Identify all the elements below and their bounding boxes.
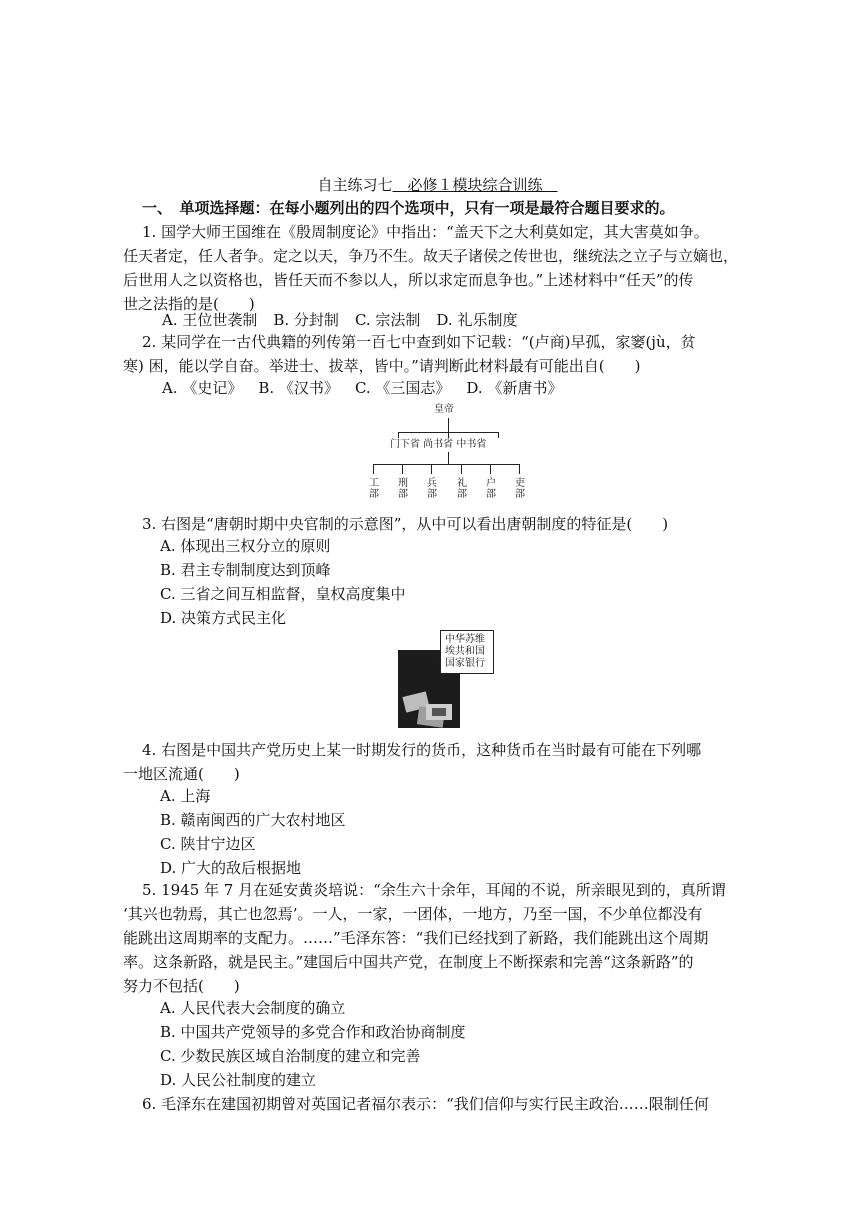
q2-option-d[interactable]: D. 《新唐书》 xyxy=(466,379,563,397)
q5-line-3: 能跳出这周期率的支配力。……”毛泽东答：“我们已经找到了新路，我们能跳出这个周期 xyxy=(123,929,709,947)
currency-callout-label: 中华苏维埃共和国国家银行 xyxy=(440,630,494,674)
q1-option-d[interactable]: D. 礼乐制度 xyxy=(436,311,518,329)
tang-government-chart xyxy=(360,398,540,508)
q5-option-c[interactable]: C. 少数民族区域自治制度的建立和完善 xyxy=(160,1047,421,1065)
chart-three-provinces: 门下省 尚书省 中书省 xyxy=(390,439,487,450)
chart-connector xyxy=(461,464,462,474)
chart-dept-gong: 工部 xyxy=(369,478,379,500)
banknote xyxy=(426,704,452,720)
q2-option-c[interactable]: C. 《三国志》 xyxy=(354,379,451,397)
chart-dept-xing: 刑部 xyxy=(398,478,408,500)
q4-option-c[interactable]: C. 陕甘宁边区 xyxy=(160,835,256,853)
q2-options xyxy=(162,376,578,400)
q5-option-a[interactable]: A. 人民代表大会制度的确立 xyxy=(160,999,346,1017)
chart-dept-li-personnel: 吏部 xyxy=(515,478,525,500)
q3-option-c[interactable]: C. 三省之间互相监督，皇权高度集中 xyxy=(160,585,406,603)
q5-option-d[interactable]: D. 人民公社制度的建立 xyxy=(160,1071,317,1089)
q1-line-4: 世之法指的是( ) xyxy=(123,295,255,313)
q2-line-2: 寒) 困，能以学自奋。举进士、拔萃，皆中。”请判断此材料最有可能出自( ) xyxy=(123,357,641,375)
q4-line-1: 4. 右图是中国共产党历史上某一时期发行的货币，这种货币在当时最有可能在下列哪 xyxy=(142,741,702,759)
soviet-currency-image xyxy=(398,630,500,728)
chart-emperor: 皇帝 xyxy=(434,404,454,415)
q2-line-1: 2. 某同学在一古代典籍的列传第一百七中查到如下记载：“(卢商)早孤，家窭(jù，贫 xyxy=(142,333,696,351)
q2-option-a[interactable]: A. 《史记》 xyxy=(162,379,243,397)
q4-option-a[interactable]: A. 上海 xyxy=(160,787,211,805)
q3-stem: 3. 右图是“唐朝时期中央官制的示意图”，从中可以看出唐朝制度的特征是( ) xyxy=(142,515,669,533)
chart-connector xyxy=(402,464,403,474)
title-prefix: 自主练习七 xyxy=(317,176,393,194)
q5-line-4: 率。这条新路，就是民主。”建国后中国共产党，在制度上不断探索和完善“这条新路”的 xyxy=(123,953,694,971)
q4-option-d[interactable]: D. 广大的敌后根据地 xyxy=(160,859,302,877)
q1-line-1: 1. 国学大师王国维在《殷周制度论》中指出：“盖天下之大利莫如定，其大害莫如争。 xyxy=(142,223,709,241)
chart-connector xyxy=(398,432,399,438)
chart-dept-bing: 兵部 xyxy=(427,478,437,500)
chart-connector xyxy=(448,452,449,464)
q1-option-c[interactable]: C. 宗法制 xyxy=(354,311,421,329)
q2-option-b[interactable]: B. 《汉书》 xyxy=(258,379,339,397)
q1-option-b[interactable]: B. 分封制 xyxy=(273,311,339,329)
chart-connector xyxy=(448,432,449,438)
chart-connector xyxy=(373,464,374,474)
q3-option-a[interactable]: A. 体现出三权分立的原则 xyxy=(160,537,331,555)
chart-connector xyxy=(431,464,432,474)
q3-option-d[interactable]: D. 决策方式民主化 xyxy=(160,609,287,627)
q5-line-5: 努力不包括( ) xyxy=(123,977,240,995)
section-heading: 一、 单项选择题：在每小题列出的四个选项中，只有一项是最符合题目要求的。 xyxy=(142,199,675,217)
chart-connector xyxy=(498,432,499,438)
q4-option-b[interactable]: B. 赣南闽西的广大农村地区 xyxy=(160,811,346,829)
q4-line-2: 一地区流通( ) xyxy=(123,765,240,783)
q1-line-3: 后世用人之以资格也，皆任天而不参以人，所以求定而息争也。”上述材料中“任天”的传 xyxy=(123,271,694,289)
chart-connector xyxy=(490,464,491,474)
title-module: 必修１模块综合训练 xyxy=(392,176,558,194)
chart-connector xyxy=(448,418,449,432)
chart-dept-hu: 户部 xyxy=(486,478,496,500)
chart-dept-li: 礼部 xyxy=(457,478,467,500)
q1-line-2: 任天者定，任人者争。定之以天，争乃不生。故天子诸侯之传世也，继统法之立子与立嫡也， xyxy=(123,247,739,265)
chart-connector xyxy=(519,464,520,474)
chart-connector xyxy=(373,464,519,465)
q1-option-a[interactable]: A. 王位世袭制 xyxy=(162,311,258,329)
page-title xyxy=(0,173,860,197)
q3-option-b[interactable]: B. 君主专制制度达到顶峰 xyxy=(160,561,331,579)
q6-line-1: 6. 毛泽东在建国初期曾对英国记者福尔表示：“我们信仰与实行民主政治……限制任何 xyxy=(142,1095,709,1113)
q5-line-1: 5. 1945 年 7 月在延安黄炎培说：“余生六十余年，耳闻的不说，所亲眼见到的，真所谓 xyxy=(142,881,726,899)
q5-option-b[interactable]: B. 中国共产党领导的多党合作和政治协商制度 xyxy=(160,1023,466,1041)
q1-options xyxy=(162,308,533,332)
q5-line-2: ‘其兴也勃焉，其亡也忽焉’。一人，一家，一团体，一地方，乃至一国，不少单位都没有 xyxy=(123,905,703,923)
